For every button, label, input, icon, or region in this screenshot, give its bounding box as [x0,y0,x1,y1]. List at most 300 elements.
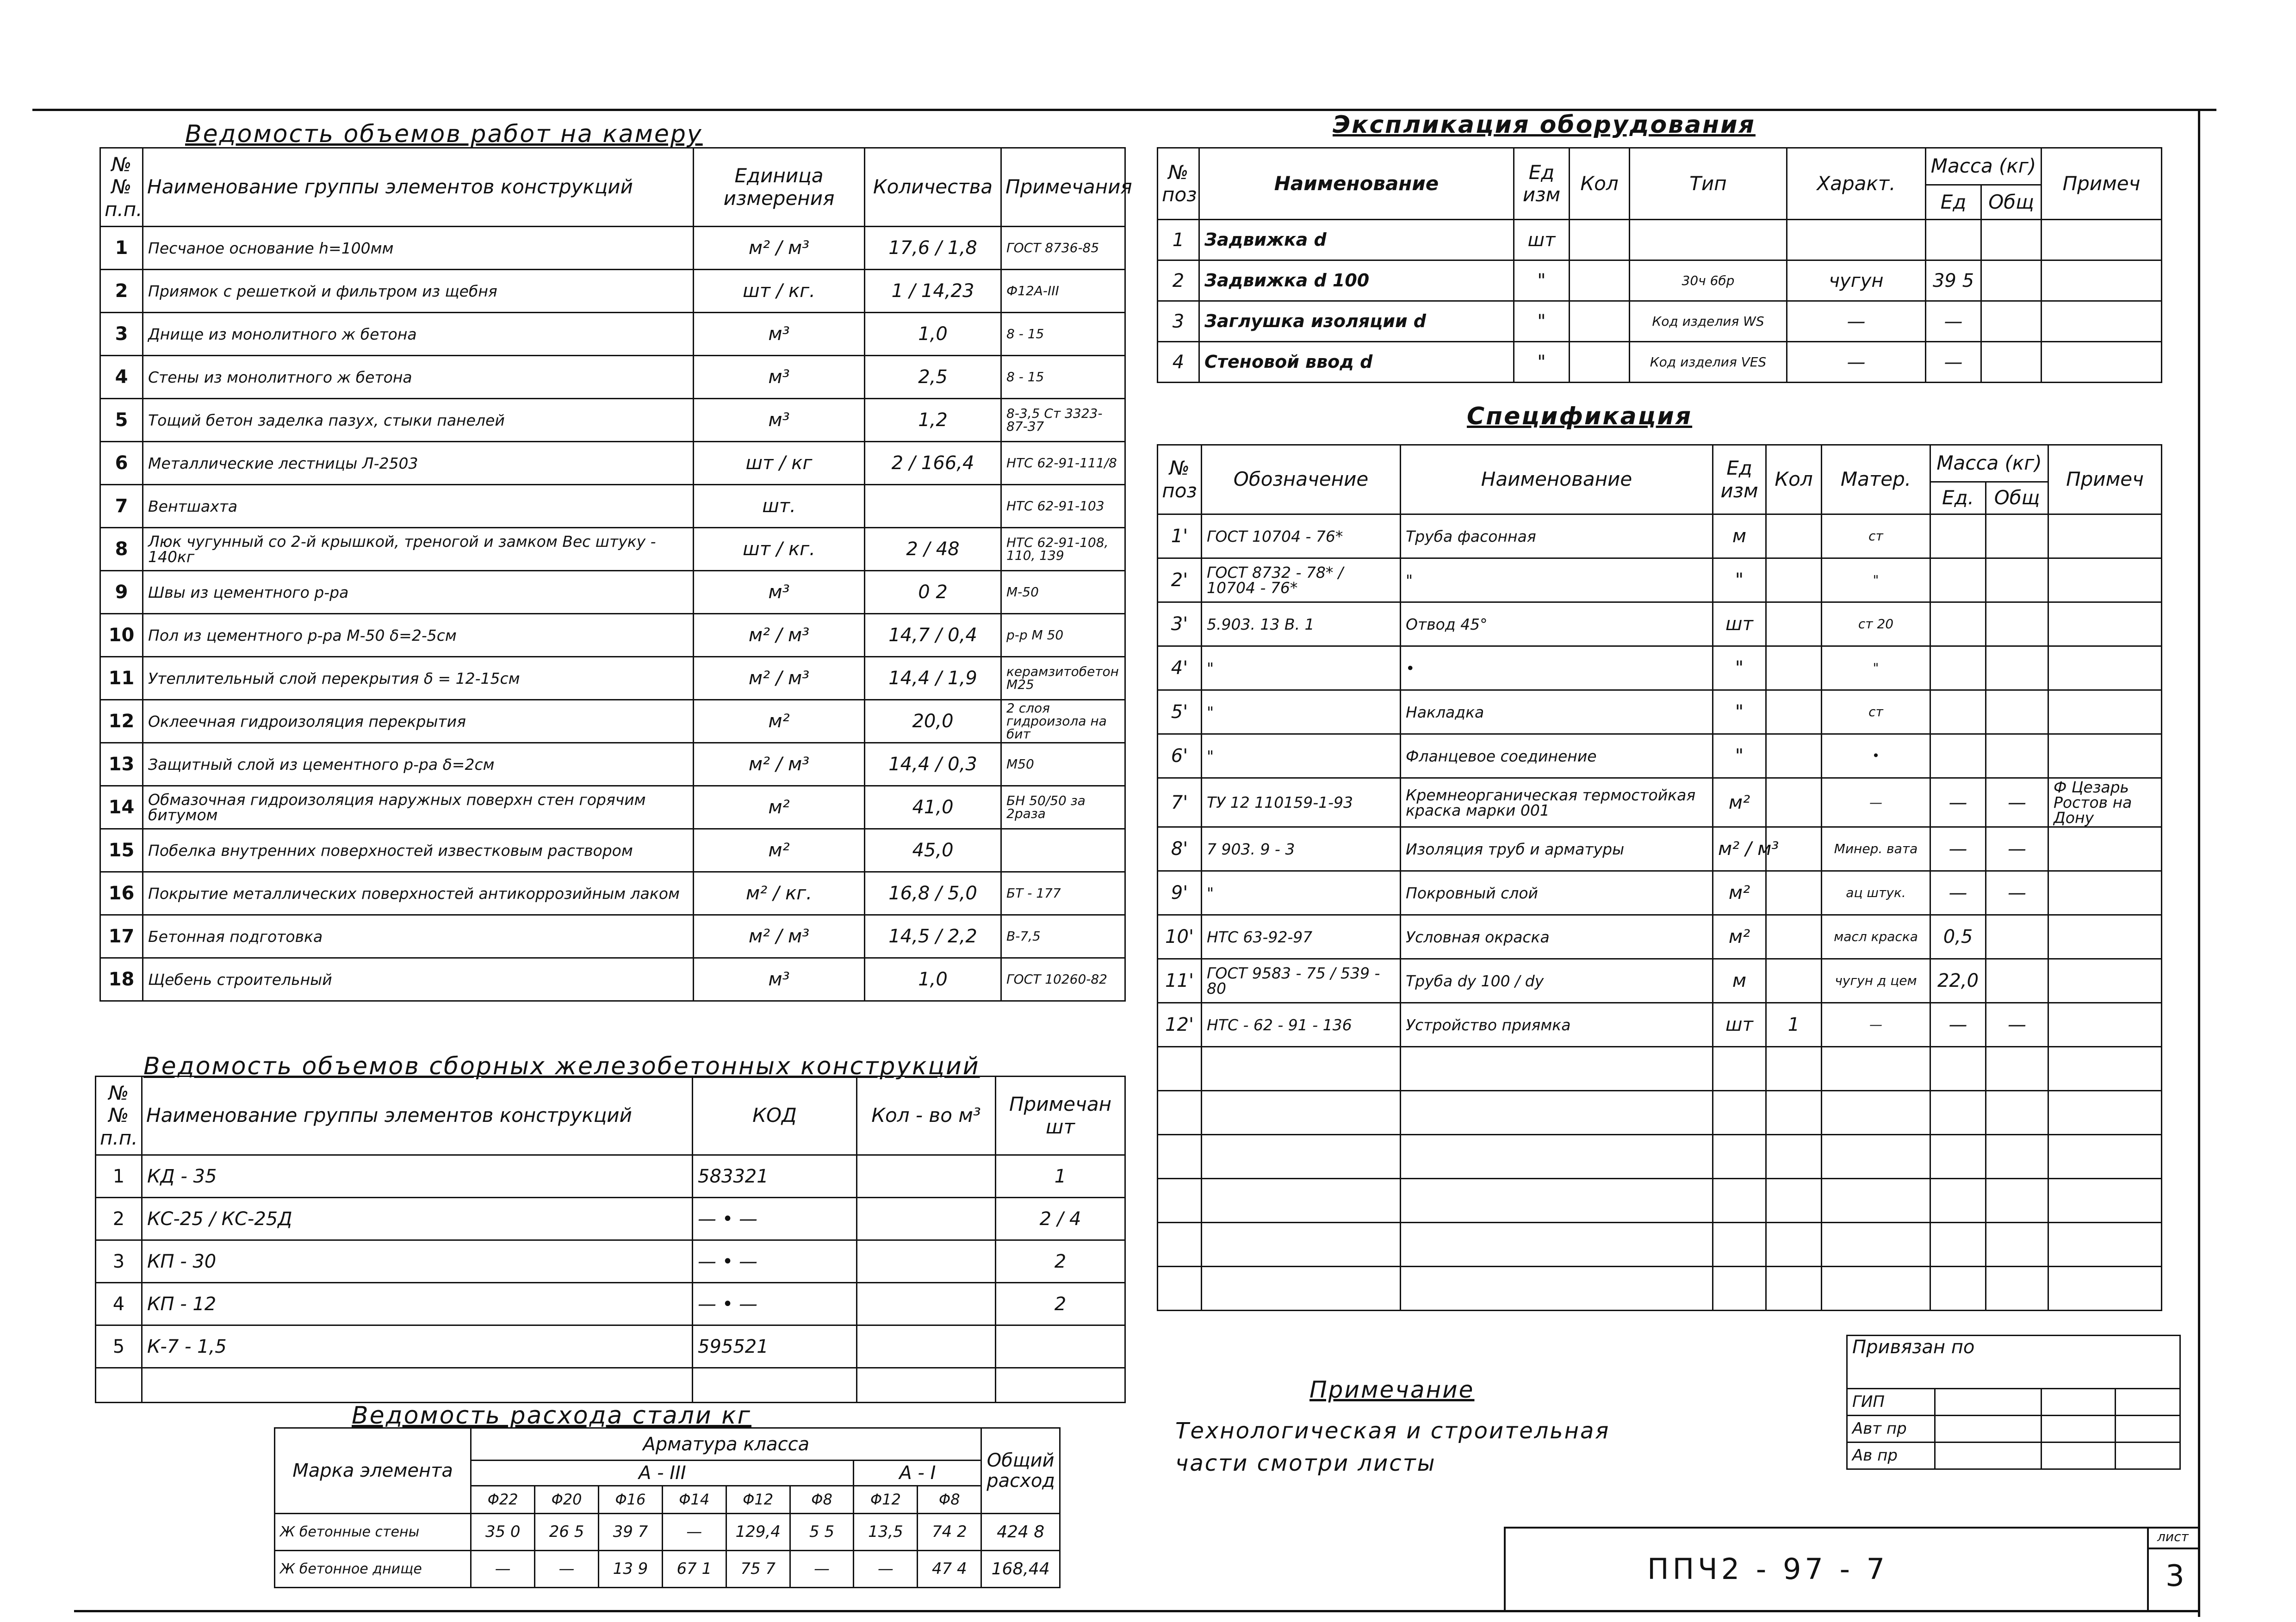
quantity: 14,4 / 1,9 [865,657,1001,700]
empty-cell [1401,1267,1713,1311]
empty-cell [1158,1135,1202,1179]
precast-col-n: №№ п.п. [96,1077,142,1155]
position-number: 6' [1158,734,1202,778]
unit: " [1713,690,1766,734]
steel-class-a3: А - III [471,1461,854,1486]
count [1570,301,1630,342]
type: Код изделия WS [1630,301,1787,342]
code: — • — [693,1198,857,1240]
stamp-role: Ав пр [1847,1442,1935,1469]
note: В-7,5 [1001,915,1125,958]
works-col-name: Наименование группы элементов конструкций [143,148,694,227]
equipment-col-n: № поз [1158,148,1199,220]
mass-total [1981,342,2042,383]
empty-cell [1202,1135,1401,1179]
position-number: 5' [1158,690,1202,734]
quantity: 16,8 / 5,0 [865,872,1001,915]
empty-cell [1158,1267,1202,1311]
steel-value: 35 0 [471,1514,535,1551]
mass-unit: — [1930,1003,1986,1047]
works-row [100,743,1125,786]
equipment-title: Экспликация оборудования [1333,111,1756,139]
note [2048,602,2162,646]
precast-row [96,1283,1125,1325]
note-title: Примечание [1309,1376,1475,1403]
spec-row [1158,734,2162,778]
count [1570,342,1630,383]
mass-total: — [1986,778,2048,827]
note: керамзитобетон М25 [1001,657,1125,700]
diameter-header: Φ20 [535,1486,599,1514]
equipment-col-unit: Ед изм [1514,148,1570,220]
empty-cell [1930,1179,1986,1223]
empty-cell [1986,1047,2048,1091]
stamp-empty-cell [1935,1416,2042,1442]
empty-cell [1766,1267,1822,1311]
spec-header-row [1158,445,2162,482]
precast-row [96,1325,1125,1368]
quantity: 14,4 / 0,3 [865,743,1001,786]
titleblock-sheet-divider [2147,1527,2149,1610]
mass-total [1981,301,2042,342]
type [1630,220,1787,260]
designation: ГОСТ 8732 - 78* / 10704 - 76* [1202,558,1401,602]
row-number: 15 [100,829,143,872]
mass-unit [1930,690,1986,734]
designation: 5.903. 13 В. 1 [1202,602,1401,646]
unit: шт / кг [694,442,865,485]
titleblock-left [1504,1527,1506,1610]
spec-row-empty [1158,1047,2162,1091]
mass-total [1986,915,2048,959]
type: Код изделия VES [1630,342,1787,383]
works-row [100,399,1125,442]
equipment-table [1157,147,2162,383]
steel-table [274,1427,1061,1588]
quantity: 1,0 [865,313,1001,356]
note: НТС 62-91-111/8 [1001,442,1125,485]
frame-right [2198,109,2200,1617]
position-number: 3' [1158,602,1202,646]
steel-col-armature: Арматура класса [471,1428,981,1461]
work-name: Тощий бетон заделка пазух, стыки панелей [143,399,694,442]
empty-cell [1158,1223,1202,1267]
spec-row [1158,827,2162,871]
spec-col-obsh: Общ [1986,482,2048,514]
note [2048,734,2162,778]
code: 595521 [693,1325,857,1368]
note [2042,301,2162,342]
position-number: 4 [1158,342,1199,383]
steel-row [275,1551,1060,1588]
empty-cell [1766,1091,1822,1135]
unit: м² [694,786,865,829]
equipment-col-kol: Кол [1570,148,1630,220]
mass-unit [1930,602,1986,646]
mass-total: — [1986,871,2048,915]
note: ГОСТ 10260-82 [1001,958,1125,1001]
spec-row [1158,690,2162,734]
work-name: Защитный слой из цементного р-ра δ=2см [143,743,694,786]
unit: м² [1713,915,1766,959]
element-mark: Ж бетонные стены [275,1514,471,1551]
element-name: КС-25 / КС-25Д [142,1198,693,1240]
equipment-name: Задвижка d [1199,220,1514,260]
spec-col-ed: Ед. [1930,482,1986,514]
item-name: • [1401,646,1713,690]
note [1001,829,1125,872]
unit: м² [1713,778,1766,827]
unit: шт [1514,220,1570,260]
works-col-qty: Количества [865,148,1001,227]
empty-cell [1766,1135,1822,1179]
spec-col-mat: Матер. [1822,445,1930,514]
mass-total [1986,690,2048,734]
material: ст [1822,514,1930,558]
mass-unit: 0,5 [1930,915,1986,959]
steel-total: 168,44 [981,1551,1060,1588]
note [2042,342,2162,383]
mass-total: — [1986,1003,2048,1047]
row-number: 11 [100,657,143,700]
spec-row [1158,602,2162,646]
item-name: " [1401,558,1713,602]
count [1766,871,1822,915]
empty-cell [1713,1047,1766,1091]
count [1766,778,1822,827]
note [2048,646,2162,690]
spec-col-oboz: Обозначение [1202,445,1401,514]
quantity: 41,0 [865,786,1001,829]
works-row [100,614,1125,657]
characteristic: — [1787,301,1926,342]
work-name: Вентшахта [143,485,694,528]
spec-col-mass: Масса (кг) [1930,445,2048,482]
unit: " [1713,734,1766,778]
material: ац штук. [1822,871,1930,915]
count [1570,260,1630,301]
empty-cell [1401,1135,1713,1179]
note: Ф Цезарь Ростов на Дону [2048,778,2162,827]
mass-unit [1926,220,1981,260]
works-row [100,442,1125,485]
code: 583321 [693,1155,857,1198]
material: — [1822,778,1930,827]
empty-cell [2048,1135,2162,1179]
spec-row [1158,558,2162,602]
position-number: 12' [1158,1003,1202,1047]
works-row [100,829,1125,872]
empty-cell [1158,1047,1202,1091]
empty-cell [1401,1091,1713,1135]
mass-total: — [1986,827,2048,871]
stamp-row [1847,1442,2180,1469]
steel-title: Ведомость расхода стали кг [352,1402,751,1430]
row-number: 10 [100,614,143,657]
spec-row [1158,915,2162,959]
unit: шт / кг. [694,528,865,571]
equipment-col-ed: Ед [1926,185,1981,220]
mass-unit: — [1930,778,1986,827]
stamp-empty-cell [2042,1416,2116,1442]
mass-unit [1930,558,1986,602]
works-row [100,657,1125,700]
steel-value: 47 4 [918,1551,981,1588]
work-name: Песчаное основание h=100мм [143,227,694,270]
note [2048,558,2162,602]
note: р-р М 50 [1001,614,1125,657]
empty-cell [1202,1091,1401,1135]
mass-total [1981,220,2042,260]
stamp-empty-cell [1935,1389,2042,1416]
empty-cell [1930,1223,1986,1267]
works-table [99,147,1132,1002]
quantity [865,485,1001,528]
precast-col-note: Примечан шт [996,1077,1125,1155]
work-name: Пол из цементного р-ра М-50 δ=2-5см [143,614,694,657]
empty-cell [1713,1091,1766,1135]
designation: 7 903. 9 - 3 [1202,827,1401,871]
material: Минер. вата [1822,827,1930,871]
spec-col-unit: Ед изм [1713,445,1766,514]
quantity [857,1155,996,1198]
steel-value: 5 5 [790,1514,854,1551]
equipment-row [1158,220,2162,260]
spec-row [1158,959,2162,1003]
precast-col-name: Наименование группы элементов конструкций [142,1077,693,1155]
empty-cell [1158,1179,1202,1223]
spec-row-empty [1158,1223,2162,1267]
empty-cell [2048,1179,2162,1223]
element-name: КД - 35 [142,1155,693,1198]
quantity [857,1283,996,1325]
unit: м [1713,959,1766,1003]
work-name: Швы из цементного р-ра [143,571,694,614]
steel-value: 129,4 [726,1514,790,1551]
work-name: Стены из монолитного ж бетона [143,356,694,399]
empty-cell [2048,1047,2162,1091]
empty-cell [1713,1223,1766,1267]
steel-value: — [790,1551,854,1588]
works-row [100,270,1125,313]
characteristic: чугун [1787,260,1926,301]
equipment-col-mass: Масса (кг) [1926,148,2042,185]
quantity [857,1198,996,1240]
stamp-empty-cell [1935,1442,2042,1469]
unit: м² / м³ [1713,827,1766,871]
unit: м² / м³ [694,657,865,700]
works-row [100,528,1125,571]
count [1570,220,1630,260]
quantity: 2 / 48 [865,528,1001,571]
empty-cell [1822,1047,1930,1091]
count [1766,602,1822,646]
empty-cell [1202,1047,1401,1091]
type: 30ч 6бр [1630,260,1787,301]
diameter-header: Φ12 [726,1486,790,1514]
works-row [100,786,1125,829]
spec-row-empty [1158,1135,2162,1179]
note [2048,1003,2162,1047]
steel-value: 26 5 [535,1514,599,1551]
equipment-col-name: Наименование [1199,148,1514,220]
precast-row-empty [96,1368,1125,1403]
item-name: Труба фасонная [1401,514,1713,558]
note [996,1325,1125,1368]
empty-cell [1822,1135,1930,1179]
position-number: 2 [1158,260,1199,301]
precast-header-row [96,1077,1125,1155]
designation: ГОСТ 9583 - 75 / 539 - 80 [1202,959,1401,1003]
mass-total [1986,558,2048,602]
works-title: Ведомость объемов работ на камеру [185,120,703,148]
unit: м² / м³ [694,915,865,958]
unit: " [1713,646,1766,690]
mass-unit [1930,514,1986,558]
steel-col-total: Общий расход [981,1428,1060,1514]
steel-class-a1: А - I [854,1461,981,1486]
item-name: Устройство приямка [1401,1003,1713,1047]
empty-cell [2048,1091,2162,1135]
work-name: Днище из монолитного ж бетона [143,313,694,356]
spec-table [1157,444,2162,1311]
unit: шт / кг. [694,270,865,313]
empty-cell [1986,1135,2048,1179]
row-number: 2 [100,270,143,313]
count [1766,558,1822,602]
empty-cell [1202,1223,1401,1267]
stamp-role: Авт пр [1847,1416,1935,1442]
code: — • — [693,1240,857,1283]
diameter-header: Φ8 [918,1486,981,1514]
position-number: 3 [1158,301,1199,342]
mass-unit: — [1926,342,1981,383]
material: " [1822,646,1930,690]
position-number: 11' [1158,959,1202,1003]
works-col-unit: Единица измерения [694,148,865,227]
row-number: 1 [100,227,143,270]
precast-row [96,1155,1125,1198]
precast-title: Ведомость объемов сборных железобетонных конструкций [143,1052,980,1080]
unit: м² [694,700,865,743]
designation: НТС - 62 - 91 - 136 [1202,1003,1401,1047]
works-row [100,227,1125,270]
characteristic [1787,220,1926,260]
equipment-row [1158,301,2162,342]
sheet-number: 3 [2166,1559,2184,1593]
spec-col-name: Наименование [1401,445,1713,514]
designation: ГОСТ 10704 - 76* [1202,514,1401,558]
note: БТ - 177 [1001,872,1125,915]
steel-value: — [854,1551,918,1588]
designation: " [1202,871,1401,915]
empty-cell [1766,1047,1822,1091]
material: масл краска [1822,915,1930,959]
work-name: Люк чугунный со 2-й крышкой, треногой и замком Вес штуку - 140кг [143,528,694,571]
item-name: Накладка [1401,690,1713,734]
empty-cell [1822,1223,1930,1267]
spec-row-empty [1158,1267,2162,1311]
diameter-header: Φ12 [854,1486,918,1514]
item-name: Фланцевое соединение [1401,734,1713,778]
empty-cell [1401,1223,1713,1267]
row-number: 1 [96,1155,142,1198]
empty-cell [857,1368,996,1403]
position-number: 7' [1158,778,1202,827]
diameter-header: Φ22 [471,1486,535,1514]
note: 8 - 15 [1001,313,1125,356]
unit: м² [694,829,865,872]
diameter-header: Φ14 [662,1486,726,1514]
work-name: Металлические лестницы Л-2503 [143,442,694,485]
row-number: 4 [100,356,143,399]
note: 8-3,5 Ст 3323-87-37 [1001,399,1125,442]
empty-cell [1930,1135,1986,1179]
equipment-header-row [1158,148,2162,185]
spec-col-n: № поз [1158,445,1202,514]
position-number: 9' [1158,871,1202,915]
position-number: 1 [1158,220,1199,260]
titleblock-sheet-line [2147,1548,2200,1549]
quantity: 45,0 [865,829,1001,872]
position-number: 2' [1158,558,1202,602]
material: ст [1822,690,1930,734]
row-number: 12 [100,700,143,743]
spec-col-prim: Примеч [2048,445,2162,514]
precast-row [96,1240,1125,1283]
quantity: 2 / 166,4 [865,442,1001,485]
row-number: 8 [100,528,143,571]
empty-cell [1158,1091,1202,1135]
work-name: Обмазочная гидроизоляция наружных поверхн стен горячим битумом [143,786,694,829]
designation: ТУ 12 110159-1-93 [1202,778,1401,827]
works-row [100,485,1125,528]
steel-value: 74 2 [918,1514,981,1551]
work-name: Покрытие металлических поверхностей антикоррозийным лаком [143,872,694,915]
row-number: 3 [100,313,143,356]
unit: м³ [694,399,865,442]
position-number: 10' [1158,915,1202,959]
works-col-n: №№ п.п. [100,148,143,227]
designation: " [1202,690,1401,734]
note: Ф12А-III [1001,270,1125,313]
row-number: 5 [96,1325,142,1368]
note [2048,915,2162,959]
quantity: 1 / 14,23 [865,270,1001,313]
equipment-col-prim: Примеч [2042,148,2162,220]
work-name: Бетонная подготовка [143,915,694,958]
note: 2 / 4 [996,1198,1125,1240]
element-name: КП - 12 [142,1283,693,1325]
element-name: К-7 - 1,5 [142,1325,693,1368]
quantity: 17,6 / 1,8 [865,227,1001,270]
note: 2 [996,1283,1125,1325]
quantity [857,1240,996,1283]
document-code: ППЧ2 - 97 - 7 [1647,1552,1889,1586]
item-name: Покровный слой [1401,871,1713,915]
works-col-note: Примечания [1001,148,1125,227]
note [2042,260,2162,301]
unit: м³ [694,313,865,356]
mass-total [1981,260,2042,301]
empty-cell [1401,1179,1713,1223]
mass-unit: — [1930,871,1986,915]
mass-total [1986,646,2048,690]
item-name: Труба dу 100 / dу [1401,959,1713,1003]
position-number: 8' [1158,827,1202,871]
position-number: 1' [1158,514,1202,558]
steel-col-mark: Марка элемента [275,1428,471,1514]
